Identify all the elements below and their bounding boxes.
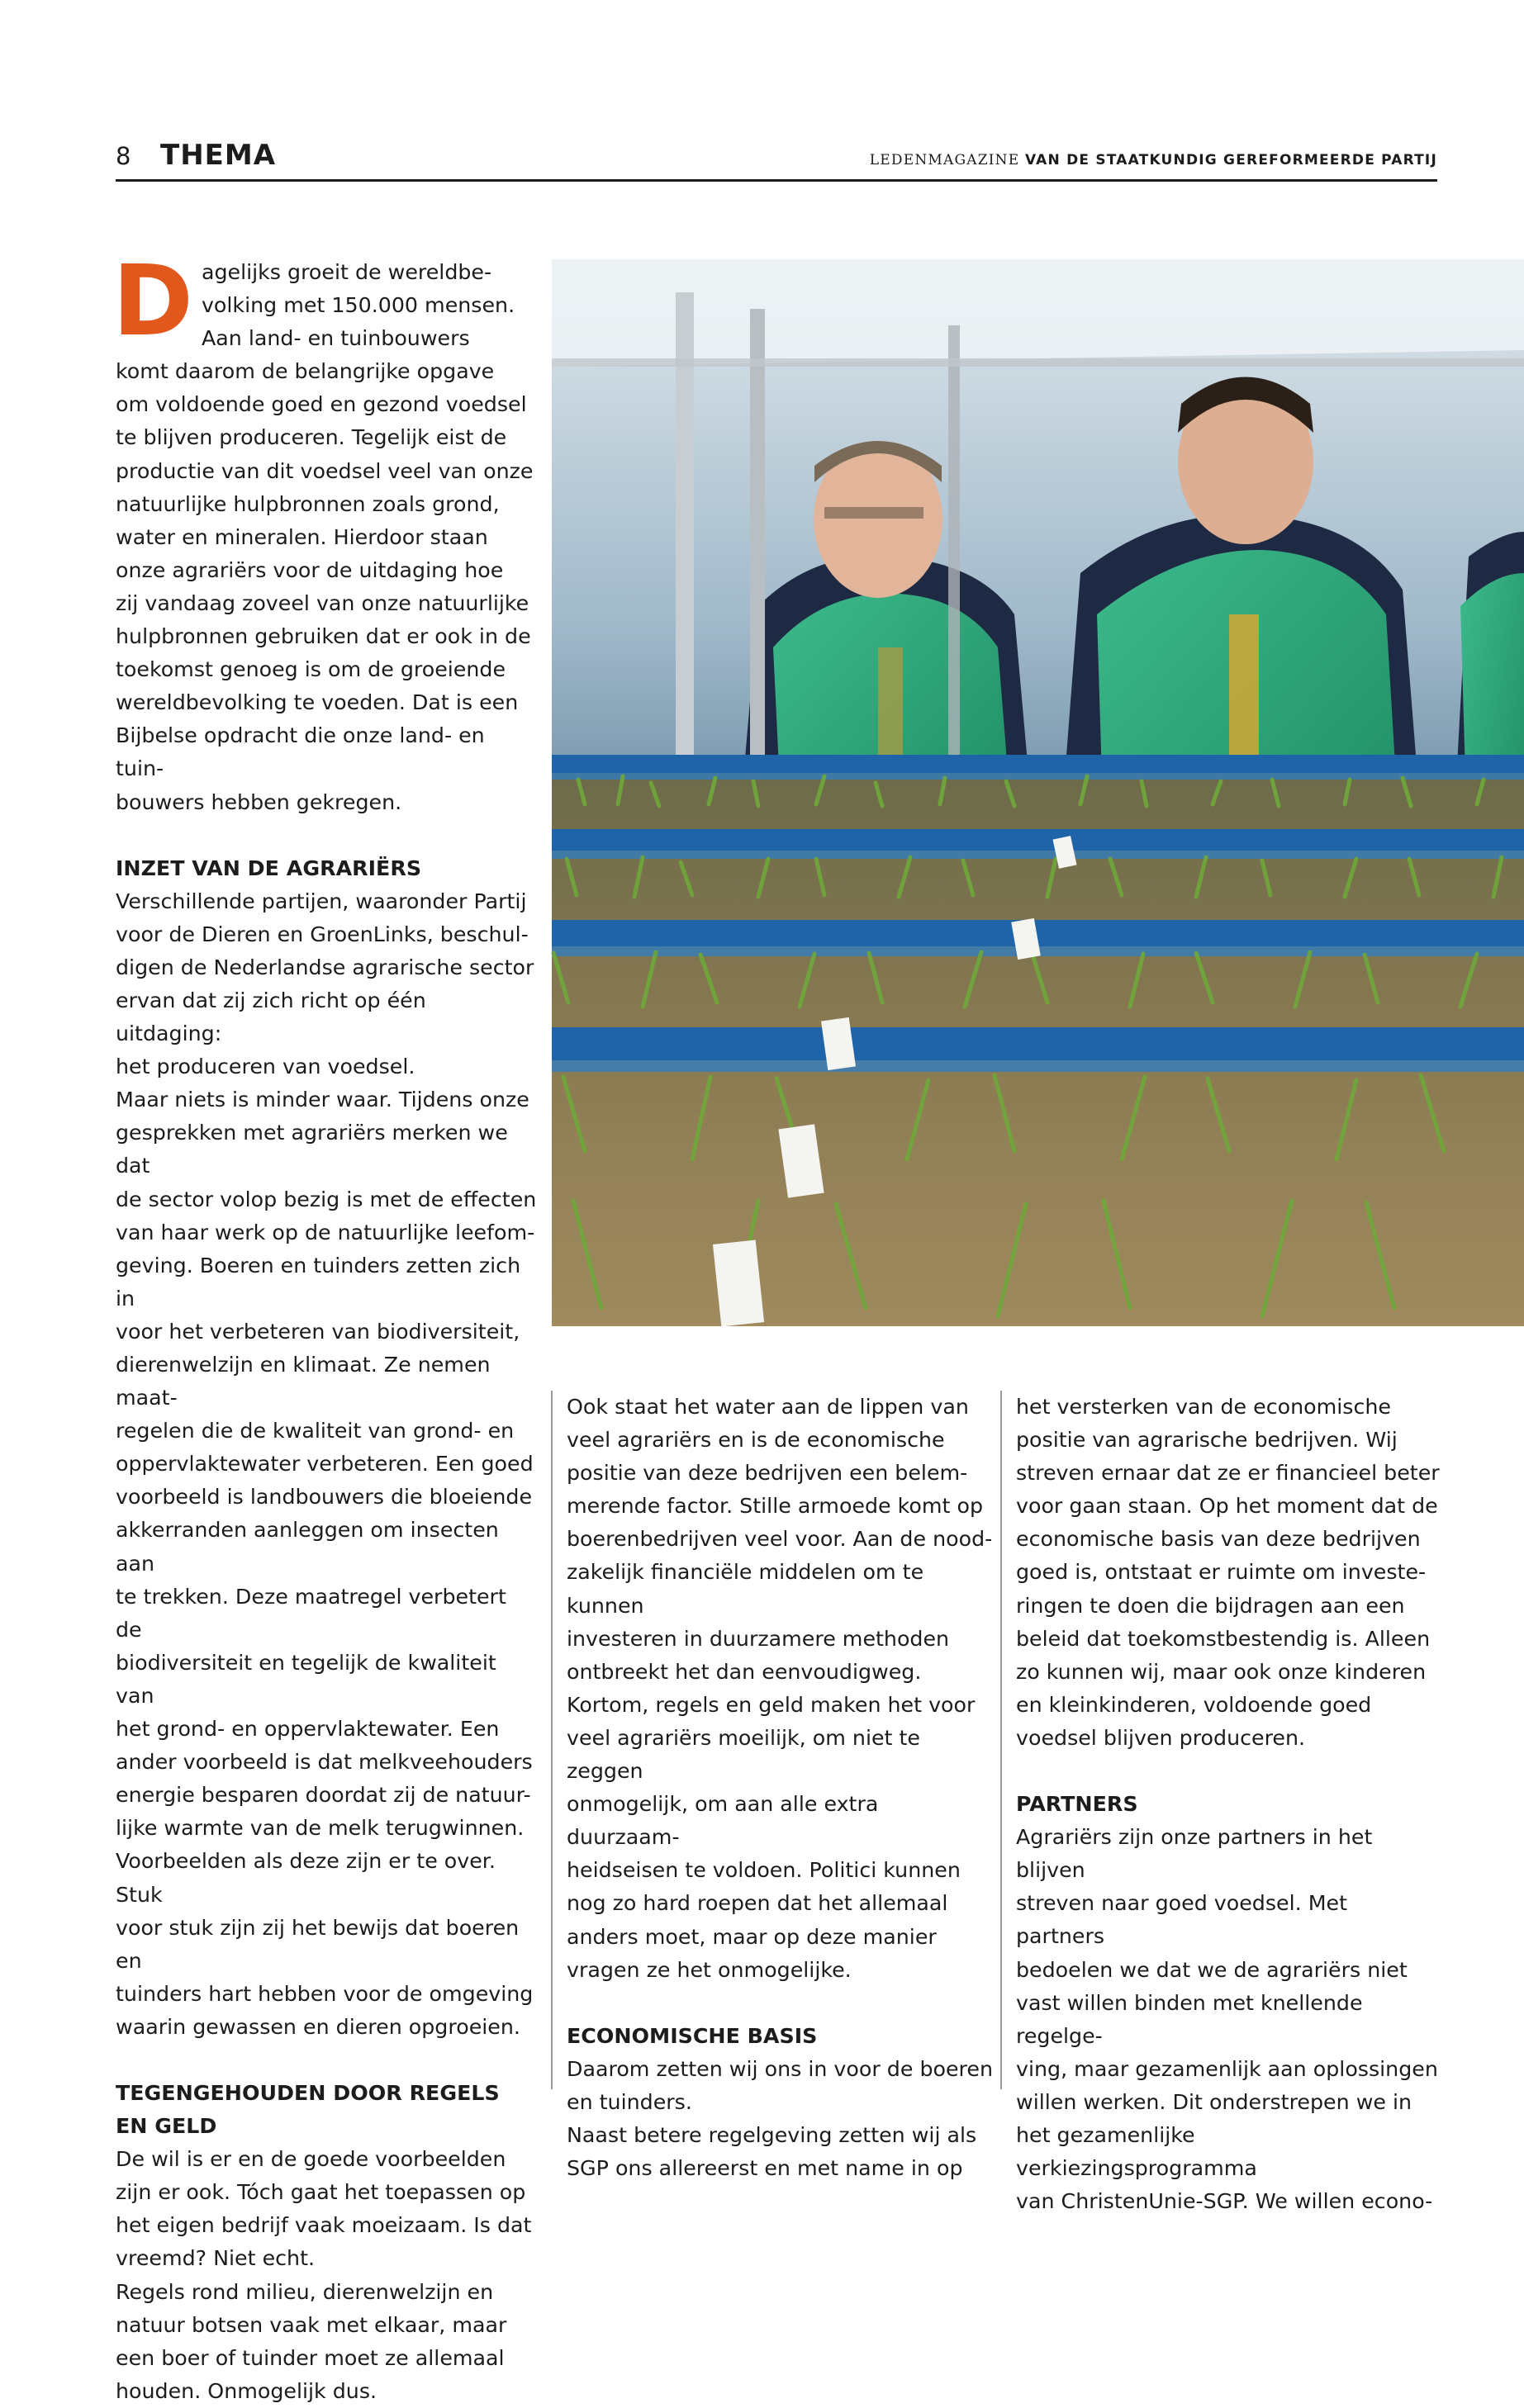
paragraph-econ-2: Naast betere regelgeving zetten wij als SGP ons allereerst en met name in op bbox=[567, 2122, 977, 2181]
page-number: 8 bbox=[116, 142, 131, 170]
greenhouse-photo-illustration bbox=[552, 259, 1524, 1326]
article-column-1 bbox=[112, 244, 537, 2408]
section-label: THEMA bbox=[160, 139, 277, 172]
intro-paragraph bbox=[112, 244, 537, 819]
paragraph-inzet-2: Maar niets is minder waar. Tijdens onze gesprekken met agrariërs merken we dat de sector volop bezig is met de effecten van haar werk op de natuurlijke leefom- geving. Boeren en tuinders zetten zich in voor het verbeteren van biodiversiteit, dierenwelzijn en klimaat. Ze nemen maat- regelen die de kwaliteit van grond- en oppervlaktewater verbeteren. Een goed voorbeeld is landbouwers die bloeiende akkerranden aanleggen om insecten aan te trekken. Deze maatregel verbetert de biodiversiteit en tegelijk de kwaliteit van het grond- en oppervlaktewater. Een ander voorbeeld is dat melkveehouders energie besparen doordat zij de natuur- lijke warmte van de melk terugwinnen. Voorbeelden als deze zijn er te over. Stuk voor stuk zijn zij het bewijs dat boeren en tuinders hart hebben voor de omgeving waarin gewassen en dieren opgroeien. bbox=[116, 1088, 537, 2039]
paragraph-col2-1: Ook staat het water aan de lippen van veel agrariërs en is de economische positie van deze bedrijven een belem- merende factor. Stille armoede komt op boerenbedrijven veel voor. Aan de nood- zakelijk financiële middelen om te kunnen investeren in duurzamere methoden ontbreekt het dan eenvoudigweg. bbox=[567, 1395, 993, 1684]
magazine-prefix: LEDENMAGAZINE bbox=[869, 152, 1020, 168]
intro-text: agelijks groeit de wereldbe- volking met 150.000 mensen. Aan land- en tuinbouwers komt daarom de belangrijke opgave om voldoende goed en gezond voedsel te blijven produceren. Tegelijk eist de productie van dit voedsel veel van onze natuurlijke hulpbronnen zoals grond, water en mineralen. Hierdoor staan onze agrariërs voor de uitdaging hoe zij vandaag zoveel van onze natuurlijke hulpbronnen gebruiken dat er ook in de toekomst genoeg is om de groeiende wereldbevolking te voeden. Dat is een Bijbelse opdracht die onze land- en tuin- bouwers hebben gekregen. bbox=[116, 260, 534, 814]
greenhouse-photo bbox=[552, 259, 1524, 1326]
heading-inzet: INZET VAN DE AGRARIËRS bbox=[116, 856, 422, 880]
drop-cap: D bbox=[112, 244, 193, 358]
paragraph-tegen-2: Regels rond milieu, dierenwelzijn en natuur botsen vaak met elkaar, maar een boer of tuinder moet ze allemaal houden. Onmogelijk dus. bbox=[116, 2279, 507, 2403]
paragraph-partners: Agrariërs zijn onze partners in het blijven streven naar goed voedsel. Met partners bedoelen we dat we de agrariërs niet vast willen binden met knellende regelge- ving, maar gezamenlijk aan oplossingen willen werken. Dit onderstrepen we in het gezamenlijke verkiezingsprogramma van ChristenUnie-SGP. We willen econo- bbox=[1016, 1825, 1438, 2214]
heading-tegengehouden: TEGENGEHOUDEN DOOR REGELS EN GELD bbox=[116, 2080, 500, 2139]
magazine-party: VAN DE STAATKUNDIG GEREFORMEERDE PARTIJ bbox=[1024, 152, 1437, 168]
article-column-3 bbox=[1016, 1391, 1441, 2218]
column-divider-2 bbox=[1000, 1391, 1002, 2089]
paragraph-col3-1: het versterken van de economische positie van agrarische bedrijven. Wij streven ernaar dat ze er financieel beter voor gaan staan. Op het moment dat de economische basis van deze bedrijven goed is, ontstaat er ruimte om investe- ringen te doen die bijdragen aan een beleid dat toekomstbestendig is. Alleen zo kunnen wij, maar ook onze kinderen en kleinkinderen, voldoende goed voedsel blijven produceren. bbox=[1016, 1395, 1440, 1750]
heading-economische-basis: ECONOMISCHE BASIS bbox=[567, 2023, 818, 2048]
article-column-2 bbox=[567, 1391, 996, 2185]
magazine-title bbox=[870, 152, 1437, 168]
paragraph-col2-2: Kortom, regels en geld maken het voor veel agrariërs moeilijk, om niet te zeggen onmogelijk, om aan alle extra duurzaam- heidseisen te voldoen. Politici kunnen nog zo hard roepen dat het allemaal anders moet, maar op deze manier vragen ze het onmogelijke. bbox=[567, 1692, 976, 1982]
paragraph-tegen-1: De wil is er en de goede voorbeelden zijn er ook. Tóch gaat het toepassen op het eigen bedrijf vaak moeizaam. Is dat vreemd? Niet echt. bbox=[116, 2147, 532, 2271]
paragraph-inzet-1: Verschillende partijen, waaronder Partij voor de Dieren en GroenLinks, beschul- digen de Nederlandse agrarische sector ervan dat zij zich richt op één uitdaging: het produceren van voedsel. bbox=[116, 889, 534, 1079]
column-divider-1 bbox=[551, 1391, 553, 2089]
page-header bbox=[116, 139, 1437, 182]
paragraph-econ-1: Daarom zetten wij ons in voor de boeren en tuinders. bbox=[567, 2056, 993, 2114]
heading-partners: PARTNERS bbox=[1016, 1792, 1138, 1817]
